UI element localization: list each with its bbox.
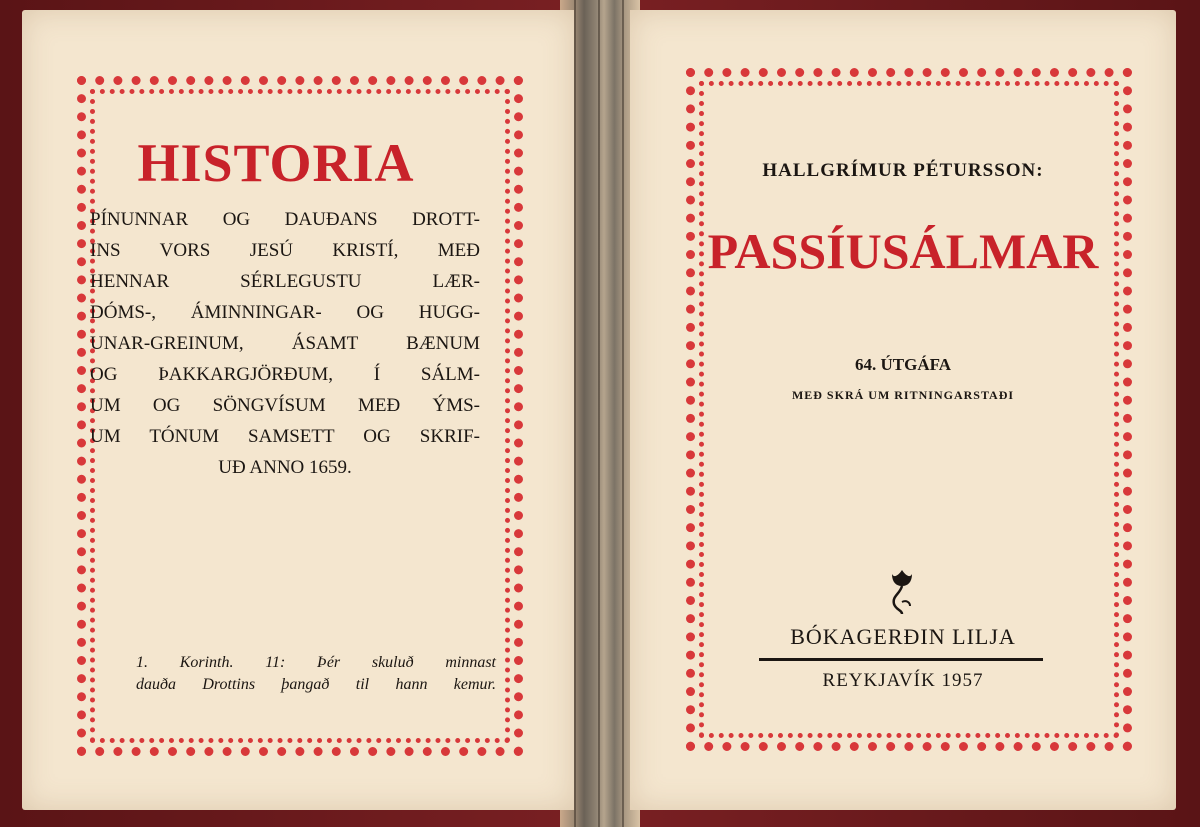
lily-icon — [880, 566, 924, 616]
body-line: UÐ ANNO 1659. — [218, 457, 352, 478]
body-line: INS VORS JESÚ KRISTÍ, MEÐ — [90, 240, 480, 261]
body-line: HENNAR SÉRLEGUSTU LÆR- — [90, 271, 480, 292]
body-line: UM TÓNUM SAMSETT OG SKRIF- — [90, 426, 480, 447]
left-page-title: HISTORIA — [137, 133, 415, 193]
place-and-year: REYKJAVÍK 1957 — [822, 670, 984, 691]
body-line: UM OG SÖNGVÍSUM MEÐ ÝMS- — [90, 395, 480, 416]
edition-label: 64. ÚTGÁFA — [854, 355, 951, 374]
left-page-body — [90, 204, 480, 483]
edition-subtitle: MEÐ SKRÁ UM RITNINGARSTAÐI — [791, 388, 1015, 402]
publisher-name: BÓKAGERÐIN LILJA — [790, 624, 1016, 649]
body-line: OG ÞAKKARGJÖRÐUM, Í SÁLM- — [90, 364, 480, 385]
bible-reference-footnote — [136, 652, 496, 696]
footnote-line: dauða Drottins þangað til hann kemur. — [136, 676, 496, 693]
footnote-line: 1. Korinth. 11: Þér skuluð minnast — [136, 654, 496, 671]
body-line: UNAR-GREINUM, ÁSAMT BÆNUM — [90, 333, 480, 354]
body-line: DÓMS-, ÁMINNINGAR- OG HUGG- — [90, 302, 480, 323]
body-line: PÍNUNNAR OG DAUÐANS DROTT- — [90, 209, 480, 230]
divider-rule — [759, 658, 1043, 661]
author-heading: HALLGRÍMUR PÉTURSSON: — [762, 160, 1044, 181]
book-title: PASSÍUSÁLMAR — [707, 223, 1099, 279]
